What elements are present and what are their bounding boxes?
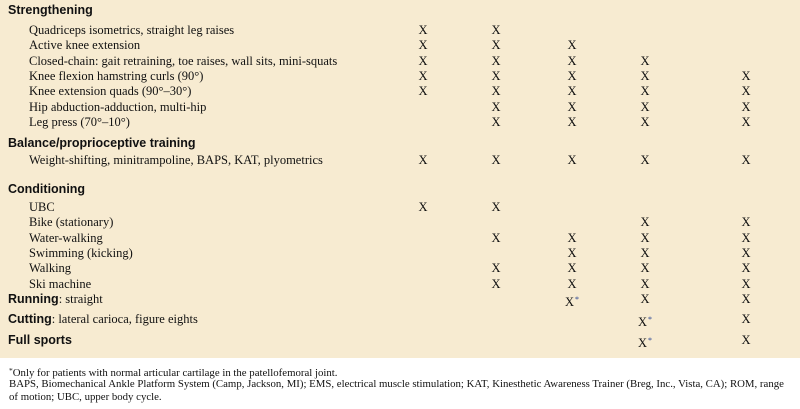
cell-x <box>736 333 756 348</box>
cell-x <box>736 277 756 292</box>
cell-x <box>736 246 756 261</box>
cell-value: X <box>418 84 428 98</box>
cell-value: X <box>640 215 650 229</box>
cell-value: X <box>491 54 501 68</box>
table-row <box>0 200 800 215</box>
row-label: Knee flexion hamstring curls (90°) <box>29 69 204 83</box>
section-heading: Conditioning <box>8 182 86 196</box>
cell-x <box>562 115 582 130</box>
cell-x <box>562 100 582 115</box>
cell-value: X <box>741 69 751 83</box>
cell-value: X <box>567 277 577 291</box>
cell-value: X <box>567 115 577 129</box>
cell-x <box>736 292 756 307</box>
cell-x <box>635 54 655 69</box>
row-label: Ski machine <box>29 277 92 291</box>
cell-x <box>736 231 756 246</box>
section-heading: Balance/proprioceptive training <box>8 136 196 150</box>
cell-x <box>562 246 582 261</box>
cell-value: X <box>640 100 650 114</box>
table-row <box>0 115 800 130</box>
cell-x <box>562 277 582 292</box>
cell-value: X <box>491 100 501 114</box>
cell-value: X <box>640 277 650 291</box>
row-heading-bold: Cutting <box>8 312 52 326</box>
table-row <box>0 312 800 327</box>
cell-x <box>486 153 506 168</box>
cell-x <box>562 153 582 168</box>
cell-x <box>736 261 756 276</box>
cell-value: X <box>567 100 577 114</box>
row-label: Active knee extension <box>29 38 141 52</box>
cell-value: X <box>741 115 751 129</box>
cell-value: X <box>491 153 501 167</box>
cell-value: X <box>741 231 751 245</box>
cell-value: X <box>491 23 501 37</box>
table-row <box>0 215 800 230</box>
table-row <box>0 261 800 276</box>
cell-x <box>635 215 655 230</box>
cell-value: X <box>491 200 501 214</box>
cell-x <box>736 100 756 115</box>
cell-x <box>486 261 506 276</box>
cell-value: X <box>491 231 501 245</box>
cell-value: X <box>640 153 650 167</box>
cell-value: X <box>491 38 501 52</box>
cell-value: X <box>640 115 650 129</box>
cell-x <box>562 261 582 276</box>
row-heading <box>8 292 103 307</box>
cell-value: X <box>491 84 501 98</box>
cell-value: X <box>418 200 428 214</box>
cell-value: X <box>418 38 428 52</box>
cell-x <box>635 333 655 351</box>
cell-value: X <box>741 292 751 306</box>
cell-value: X <box>741 215 751 229</box>
cell-value: X <box>640 246 650 260</box>
cell-x <box>635 292 655 307</box>
row-label: Quadriceps isometrics, straight leg raises <box>29 23 235 37</box>
cell-x <box>635 231 655 246</box>
cell-value: X <box>418 69 428 83</box>
row-label: UBC <box>29 200 55 214</box>
row-label: Leg press (70°–10°) <box>29 115 130 129</box>
cell-value: X <box>741 261 751 275</box>
cell-x <box>486 231 506 246</box>
cell-value: X <box>567 153 577 167</box>
table-row <box>0 277 800 292</box>
cell-x <box>486 277 506 292</box>
table-row <box>0 100 800 115</box>
cell-value: X <box>491 115 501 129</box>
cell-x <box>562 54 582 69</box>
cell-value: X <box>418 153 428 167</box>
cell-x <box>562 38 582 53</box>
row-heading-bold: Running <box>8 292 59 306</box>
cell-x <box>413 54 433 69</box>
section-heading: Strengthening <box>8 3 93 17</box>
table-row <box>0 38 800 53</box>
cell-value: X <box>567 261 577 275</box>
cell-x <box>736 115 756 130</box>
cell-x <box>562 69 582 84</box>
cell-value: X <box>567 69 577 83</box>
cell-value: X <box>637 315 648 329</box>
cell-x <box>486 69 506 84</box>
footnote-abbreviations: BAPS, Biomechanical Ankle Platform System (Camp, Jackson, MI); EMS, electrical muscle stimulation; KAT, Kinesthetic Awareness Trainer (Breg, Inc., Vista, CA); ROM, range of motion; UBC, upper body cycle. <box>9 378 784 403</box>
cell-value: X <box>637 336 648 350</box>
cell-x <box>736 215 756 230</box>
cell-value: X <box>564 295 575 309</box>
cell-value: X <box>640 84 650 98</box>
cell-value: X <box>418 54 428 68</box>
table-row <box>0 84 800 99</box>
row-label: Knee extension quads (90°–30°) <box>29 84 192 98</box>
row-heading <box>8 333 72 348</box>
cell-x <box>413 23 433 38</box>
cell-value: X <box>741 312 751 326</box>
cell-value: X <box>640 54 650 68</box>
cell-value: X <box>491 277 501 291</box>
cell-value: X <box>741 246 751 260</box>
table-row <box>0 23 800 38</box>
row-heading-rest: : lateral carioca, figure eights <box>51 312 198 326</box>
footnote-marker: * <box>575 295 580 304</box>
footnote-star: *Only for patients with normal articular cartilage in the patellofemoral joint. <box>9 366 338 379</box>
cell-x <box>635 312 655 330</box>
cell-value: X <box>418 23 428 37</box>
cell-x <box>486 54 506 69</box>
cell-value: X <box>741 153 751 167</box>
cell-x <box>736 84 756 99</box>
row-heading <box>8 312 198 327</box>
cell-value: X <box>640 261 650 275</box>
cell-x <box>413 153 433 168</box>
cell-value: X <box>567 38 577 52</box>
cell-x <box>635 69 655 84</box>
cell-x <box>562 231 582 246</box>
cell-x <box>635 261 655 276</box>
row-label: Bike (stationary) <box>29 215 114 229</box>
table-row <box>0 333 800 348</box>
cell-x <box>635 153 655 168</box>
cell-value: X <box>491 261 501 275</box>
cell-x <box>486 100 506 115</box>
cell-value: X <box>567 84 577 98</box>
cell-value: X <box>491 69 501 83</box>
cell-x <box>486 38 506 53</box>
cell-x <box>413 200 433 215</box>
cell-x <box>736 312 756 327</box>
cell-value: X <box>640 231 650 245</box>
cell-x <box>562 84 582 99</box>
cell-x <box>413 38 433 53</box>
row-heading-bold: Full sports <box>8 333 72 347</box>
cell-x <box>635 277 655 292</box>
table-row <box>0 69 800 84</box>
cell-x <box>413 84 433 99</box>
cell-x <box>562 292 582 310</box>
cell-value: X <box>741 277 751 291</box>
row-heading-rest: : straight <box>58 292 103 306</box>
cell-value: X <box>567 246 577 260</box>
cell-value: X <box>567 54 577 68</box>
cell-x <box>635 246 655 261</box>
row-label: Swimming (kicking) <box>29 246 133 260</box>
cell-value: X <box>741 84 751 98</box>
cell-value: X <box>741 333 751 347</box>
cell-value: X <box>640 69 650 83</box>
cell-x <box>736 153 756 168</box>
row-label: Weight-shifting, minitrampoline, BAPS, KAT, plyometrics <box>29 153 323 167</box>
cell-x <box>486 200 506 215</box>
footnote-marker: * <box>648 315 653 324</box>
table-row <box>0 246 800 261</box>
row-label: Hip abduction-adduction, multi-hip <box>29 100 207 114</box>
cell-value: X <box>640 292 650 306</box>
cell-x <box>635 115 655 130</box>
cell-x <box>635 84 655 99</box>
cell-x <box>486 84 506 99</box>
row-label: Water-walking <box>29 231 103 245</box>
table-row <box>0 54 800 69</box>
cell-value: X <box>567 231 577 245</box>
table-row <box>0 292 800 307</box>
cell-x <box>486 23 506 38</box>
cell-x <box>486 115 506 130</box>
cell-value: X <box>741 100 751 114</box>
row-label: Closed-chain: gait retraining, toe raises, wall sits, mini-squats <box>29 54 338 68</box>
row-label: Walking <box>29 261 72 275</box>
table-row <box>0 153 800 168</box>
cell-x <box>736 69 756 84</box>
footnote-marker: * <box>648 336 653 345</box>
table-row <box>0 231 800 246</box>
cell-x <box>635 100 655 115</box>
cell-x <box>413 69 433 84</box>
